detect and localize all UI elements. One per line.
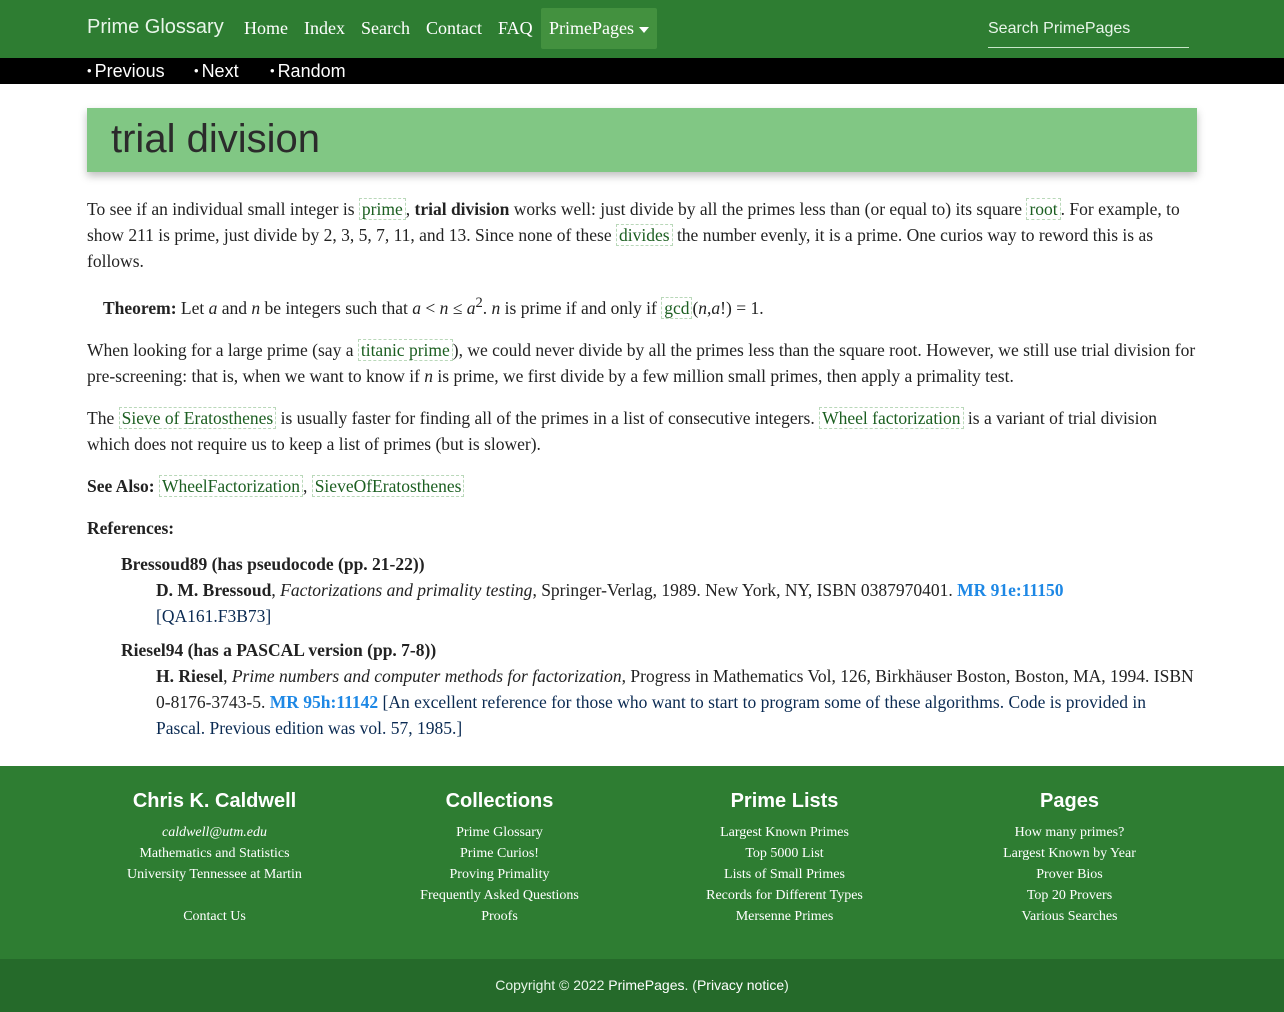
see-also-label: See Also: <box>87 475 155 496</box>
reference-item <box>121 637 1197 741</box>
ref-author: D. M. Bressoud <box>156 579 272 600</box>
footer-university: University Tennessee at Martin <box>127 867 302 882</box>
see-also <box>87 473 1197 499</box>
footer-col-author <box>72 790 357 927</box>
ref-note: [An excellent reference for those who want to start to program some of these algorithms. Code is provided in Pascal. Previous edition was vol. 57, 1985.] <box>156 691 1146 738</box>
link-wheelfactorization[interactable]: WheelFactorization <box>159 475 303 497</box>
text: , Springer-Verlag, 1989. New York, NY, ISBN 0387970401. <box>532 579 958 600</box>
var: n <box>698 297 708 318</box>
previous-label: Previous <box>94 61 165 81</box>
footer-link[interactable]: Top 5000 List <box>745 846 824 861</box>
link-sieve[interactable]: Sieve of Eratosthenes <box>119 407 277 429</box>
footer-link[interactable]: Proofs <box>481 909 518 924</box>
copyright-text: Copyright © 2022 <box>495 977 609 993</box>
top-navbar <box>0 0 1284 58</box>
text: To see if an individual small integer is <box>87 199 359 219</box>
page-title: trial division <box>111 117 320 161</box>
link-gcd[interactable]: gcd <box>661 297 692 319</box>
primepages-link[interactable]: PrimePages <box>608 977 685 993</box>
next-link[interactable] <box>194 61 239 82</box>
var: n <box>439 297 449 318</box>
random-link[interactable] <box>270 61 346 82</box>
footer-col-pages <box>927 790 1212 927</box>
var: a <box>412 297 422 318</box>
text: , <box>271 579 281 600</box>
reference-body <box>156 663 1197 741</box>
reference-body <box>156 577 1197 629</box>
text: , Progress in Mathematics Vol, 126, Birkhäuser Boston, Boston, MA, 1994. ISBN 0-8176-3743-5. <box>156 665 1194 712</box>
text: When looking for a large prime (say a <box>87 339 358 360</box>
link-root[interactable]: root <box>1026 198 1060 220</box>
footer-link[interactable]: Largest Known by Year <box>1003 846 1136 861</box>
footer-link[interactable]: Prime Glossary <box>456 825 543 840</box>
footer-col-title: Chris K. Caldwell <box>132 790 297 812</box>
next-label: Next <box>201 61 239 81</box>
text: ), we could never divide by all the primes less than the square root. However, we still use trial division for pre-screening: that is, when we want to know if <box>87 339 1196 386</box>
text: is prime, we first divide by a few million small primes, then apply a primality test. <box>433 365 1014 386</box>
var: n <box>491 297 501 318</box>
nav-home[interactable]: Home <box>244 18 288 38</box>
text: < <box>421 297 440 318</box>
footer-col-title: Collections <box>445 790 554 812</box>
reference-item <box>121 551 1197 629</box>
theorem-paragraph <box>87 290 1197 321</box>
superscript: 2 <box>475 295 483 311</box>
text: , <box>223 665 232 686</box>
footer-col-prime-lists <box>642 790 927 927</box>
footer-link[interactable]: Prime Curios! <box>460 846 539 861</box>
theorem-label: Theorem: <box>103 297 177 318</box>
title-card <box>87 108 1197 172</box>
main-content <box>87 196 1197 749</box>
var: n <box>424 365 434 386</box>
reference-head: Riesel94 (has a PASCAL version (pp. 7-8)) <box>121 639 437 660</box>
nav-faq[interactable]: FAQ <box>498 18 533 38</box>
footer-link[interactable]: Mersenne Primes <box>735 909 834 924</box>
titanic-paragraph <box>87 337 1197 389</box>
text: be integers such that <box>260 297 413 318</box>
ref-callnumber: [QA161.F3B73] <box>156 605 272 626</box>
text: . For example, to show 211 is prime, just divide by 2, 3, 5, 7, 11, and 13. Since none of these <box>87 199 1180 245</box>
text: ) <box>784 977 789 993</box>
footer-link[interactable]: Prover Bios <box>1036 867 1103 882</box>
caret-down-icon <box>639 27 649 33</box>
link-sieveoferatosthenes[interactable]: SieveOfEratosthenes <box>312 475 465 497</box>
text: . ( <box>684 977 697 993</box>
footer <box>0 766 1284 959</box>
footer-col-collections <box>357 790 642 927</box>
nav-search[interactable]: Search <box>361 18 410 38</box>
mr-link[interactable]: MR 91e:11150 <box>957 579 1064 600</box>
text: , <box>707 297 712 318</box>
text: The <box>87 407 119 428</box>
text: is a variant of trial division which does not require us to keep a list of primes (but is slower). <box>87 407 1157 454</box>
random-label: Random <box>277 61 346 81</box>
ref-work: Prime numbers and computer methods for factorization <box>231 665 622 686</box>
footer-col-title: Prime Lists <box>730 790 839 812</box>
text: ≤ <box>448 297 467 318</box>
footer-dept: Mathematics and Statistics <box>139 846 290 861</box>
mr-link[interactable]: MR 95h:11142 <box>269 691 379 712</box>
text: and <box>217 297 252 318</box>
footer-link[interactable]: Lists of Small Primes <box>724 867 845 882</box>
text: !) = 1. <box>720 297 764 318</box>
search-input[interactable] <box>988 14 1189 44</box>
var: a <box>711 297 721 318</box>
link-titanic-prime[interactable]: titanic prime <box>358 339 453 361</box>
link-prime[interactable]: prime <box>359 198 406 220</box>
bullet-icon: • <box>87 63 92 78</box>
search-field <box>988 14 1189 48</box>
previous-link[interactable] <box>87 61 165 82</box>
text: ( <box>692 297 699 318</box>
var: n <box>251 297 261 318</box>
references-label: References: <box>87 517 175 538</box>
text: , <box>302 475 312 496</box>
text: is usually faster for finding all of the primes in a list of consecutive integers. <box>276 407 820 428</box>
reference-head: Bressoud89 (has pseudocode (pp. 21-22)) <box>121 553 425 574</box>
term-bold: trial division <box>414 199 510 219</box>
bullet-icon: • <box>270 63 275 78</box>
footer-link[interactable]: Frequently Asked Questions <box>420 888 579 903</box>
nav-index[interactable]: Index <box>304 18 345 38</box>
footer-contact-link[interactable]: Contact Us <box>183 909 246 924</box>
text: , <box>405 199 415 219</box>
nav-contact[interactable]: Contact <box>426 18 482 38</box>
text: works well: just divide by all the primes less than (or equal to) its square <box>509 199 1027 219</box>
ref-work: Factorizations and primality testing <box>280 579 533 600</box>
bullet-icon: • <box>194 63 199 78</box>
footer-link[interactable]: Top 20 Provers <box>1026 888 1113 903</box>
intro-paragraph <box>87 196 1197 274</box>
text: Let <box>176 297 209 318</box>
text: is prime if and only if <box>500 297 662 318</box>
copyright-bar <box>0 959 1284 1012</box>
footer-link[interactable]: Records for Different Types <box>706 888 863 903</box>
sieve-paragraph <box>87 405 1197 457</box>
footer-link[interactable]: Proving Primality <box>449 867 550 882</box>
footer-link[interactable]: Largest Known Primes <box>720 825 849 840</box>
footer-link[interactable]: How many primes? <box>1014 825 1125 840</box>
nav-primepages-label: PrimePages <box>549 18 634 38</box>
footer-link[interactable]: Various Searches <box>1021 909 1118 924</box>
link-divides[interactable]: divides <box>616 224 673 246</box>
ref-author: H. Riesel <box>156 665 224 686</box>
var: a <box>208 297 218 318</box>
footer-email-link[interactable]: caldwell@utm.edu <box>161 825 268 840</box>
var: a <box>466 297 476 318</box>
brand-link[interactable]: Prime Glossary <box>87 16 224 38</box>
privacy-notice-link[interactable]: Privacy notice <box>696 977 785 993</box>
references-heading <box>87 515 1197 541</box>
glossary-subnav <box>0 58 1284 84</box>
link-wheel[interactable]: Wheel factorization <box>819 407 963 429</box>
footer-col-title: Pages <box>1040 790 1099 812</box>
nav-primepages-dropdown[interactable] <box>541 8 657 49</box>
text: the number evenly, it is a prime. One curios way to reword this is as follows. <box>87 225 1154 271</box>
text: . <box>482 297 492 318</box>
